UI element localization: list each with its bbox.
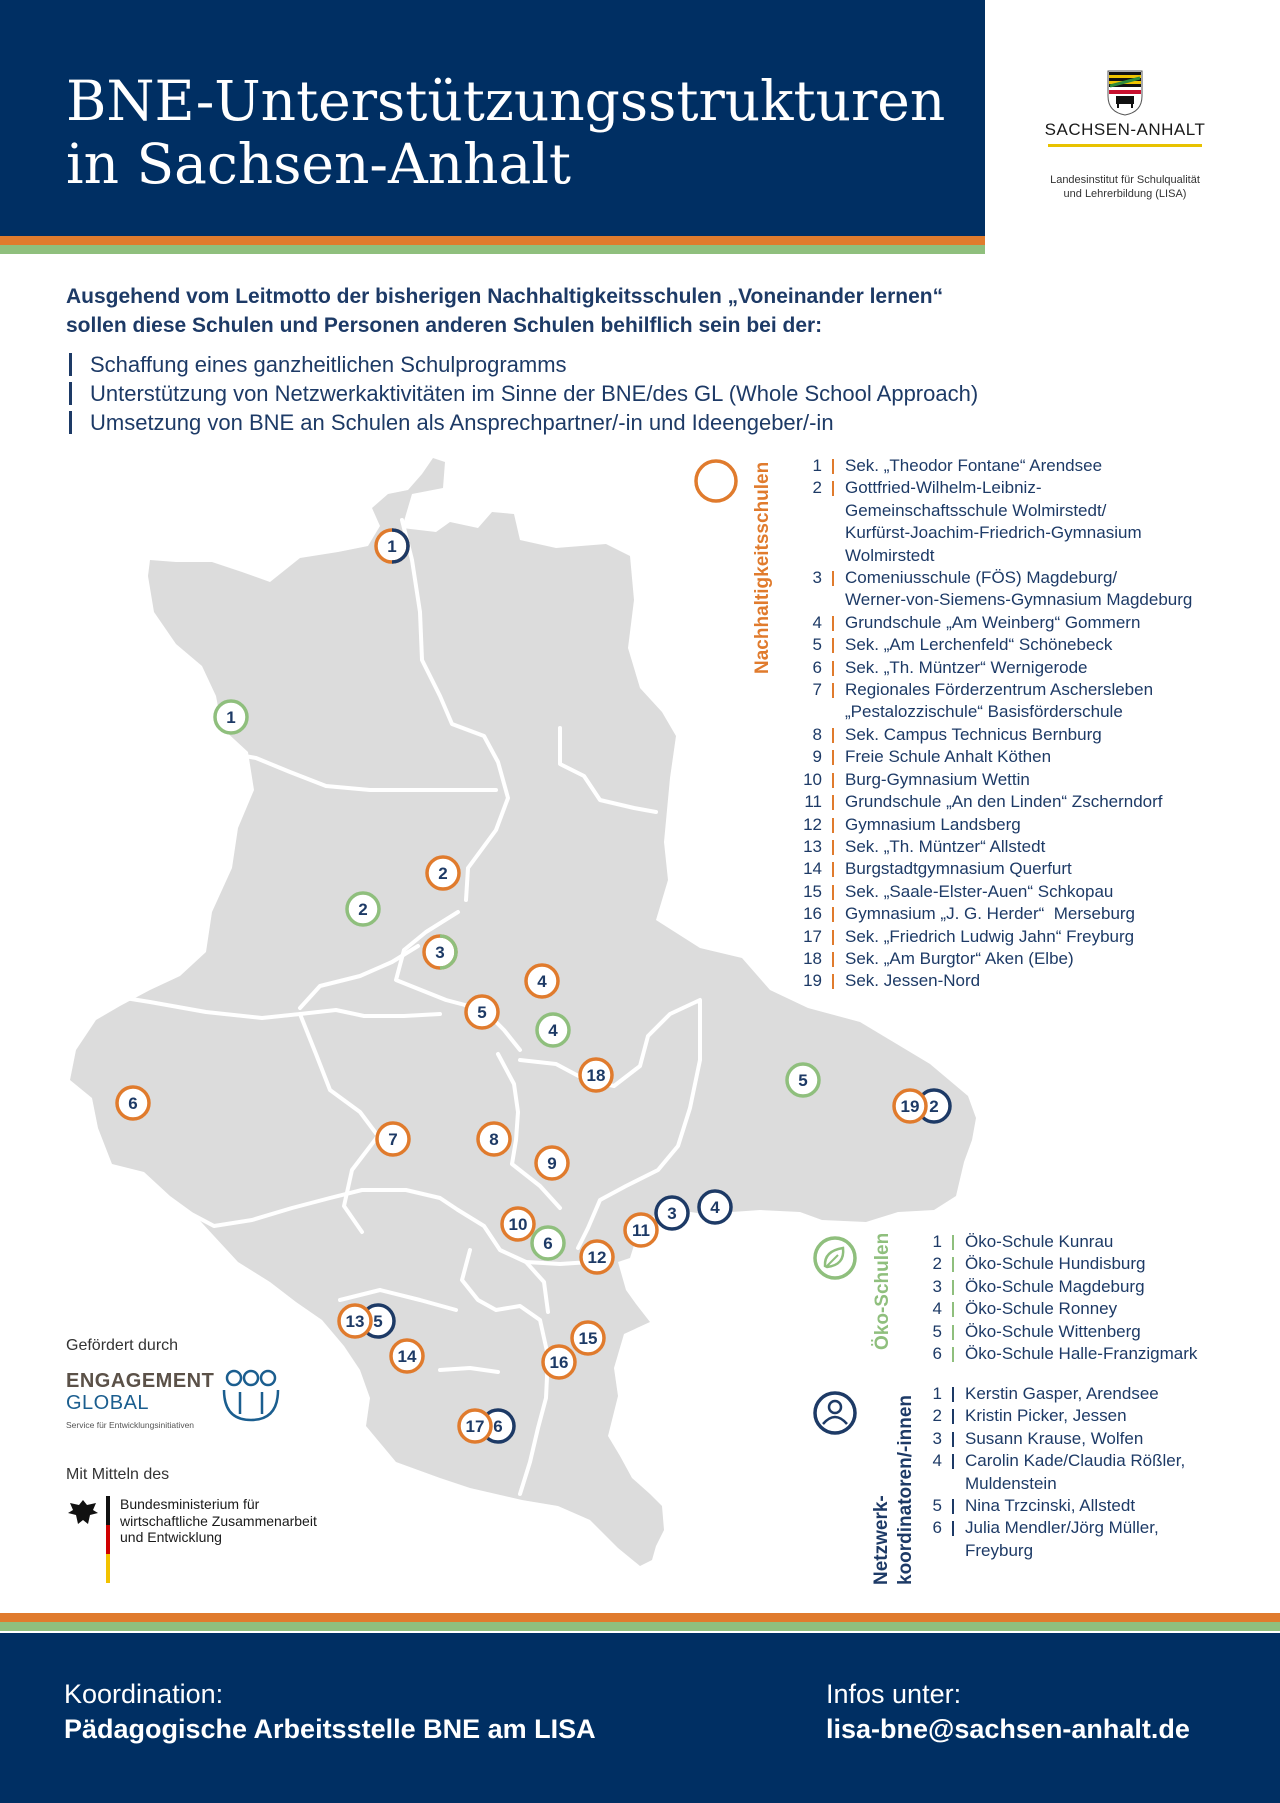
institute-line2: und Lehrerbildung (LISA) (1063, 188, 1187, 200)
logo-underline (1048, 144, 1202, 147)
legend-item: 3 Öko-Schule Magdeburg (932, 1276, 1145, 1296)
orange-marker-17[interactable] (459, 1410, 491, 1442)
orange-marker-15[interactable] (572, 1322, 604, 1354)
bmz-name (120, 1496, 317, 1546)
marker-label: 19 (900, 1097, 920, 1116)
marker-label: 4 (710, 1198, 720, 1217)
marker-label: 8 (489, 1130, 499, 1149)
orange-marker-5[interactable] (466, 996, 498, 1028)
header-stripe-green (0, 245, 985, 254)
legend-item: 4 Carolin Kade/Claudia Rößler, Muldenstein (932, 1451, 1186, 1493)
legend-item: 9 Freie Schule Anhalt Köthen (812, 747, 1052, 767)
coordination-value: Pädagogische Arbeitsstelle BNE am LISA (64, 1714, 596, 1744)
marker-label: 4 (548, 1021, 558, 1040)
legend-item: 16 Gymnasium „J. G. Herder“ Merseburg (803, 904, 1136, 924)
person-icon (812, 1390, 858, 1436)
legend-item: 14 Burgstadtgymnasium Querfurt (803, 859, 1072, 879)
info-label: Infos unter: (826, 1679, 962, 1709)
legend-item: 17 Sek. „Friedrich Ludwig Jahn“ Freyburg (803, 926, 1135, 946)
green-marker-1[interactable] (215, 701, 247, 733)
legend-title-netzwerk (870, 1395, 918, 1585)
bmz-line1: Bundesministerium für (120, 1496, 260, 1512)
legend-item: 5 Öko-Schule Wittenberg (932, 1321, 1141, 1341)
legend-item: 4 Öko-Schule Ronney (932, 1299, 1118, 1319)
funded-by-label: Gefördert durch (66, 1337, 179, 1354)
marker-label: 16 (549, 1353, 569, 1372)
eg-logo-line1: ENGAGEMENT (66, 1370, 215, 1392)
green-marker-4[interactable] (537, 1014, 569, 1046)
federal-eagle-icon (66, 1496, 100, 1530)
intro-bullet: Umsetzung von BNE an Schulen als Ansprechpartner/-in und Ideengeber/-in (66, 408, 1216, 437)
marker-label: 13 (345, 1312, 365, 1331)
legend-item: 6 Sek. „Th. Müntzer“ Wernigerode (812, 657, 1088, 677)
navy-marker-3[interactable] (656, 1197, 688, 1229)
orange-marker-3[interactable] (424, 936, 456, 968)
marker-label: 3 (667, 1204, 677, 1223)
orange-marker-13[interactable] (339, 1305, 371, 1337)
legend-item: 1 Öko-Schule Kunrau (932, 1232, 1114, 1251)
marker-label: 10 (508, 1215, 528, 1234)
orange-marker-14[interactable] (391, 1340, 423, 1372)
legend-item: 12 Gymnasium Landsberg (803, 814, 1021, 834)
legend-item: 18 Sek. „Am Burgtor“ Aken (Elbe) (803, 948, 1074, 968)
orange-marker-18[interactable] (580, 1059, 612, 1091)
marker-label: 5 (477, 1003, 487, 1022)
page-title-line2: in Sachsen-Anhalt (66, 132, 572, 196)
engagement-global-logo (66, 1370, 306, 1430)
marker-label: 2 (358, 900, 368, 919)
intro-text (66, 282, 1216, 340)
legend-item: 10 Burg-Gymnasium Wettin (803, 769, 1030, 789)
marker-label: 2 (929, 1097, 939, 1116)
marker-label: 5 (373, 1312, 383, 1331)
legend-item: 4 Grundschule „Am Weinberg“ Gommern (812, 612, 1141, 632)
navy-marker-4[interactable] (699, 1191, 731, 1223)
marker-label: 6 (493, 1417, 503, 1436)
marker-label: 11 (632, 1221, 650, 1240)
marker-label: 7 (388, 1130, 398, 1149)
legend-item: 2 Kristin Picker, Jessen (932, 1406, 1127, 1426)
leaf-icon (812, 1235, 858, 1281)
legend-list-netzwerk (928, 1383, 1228, 1562)
marker-label: 6 (128, 1094, 138, 1113)
orange-marker-19[interactable] (894, 1090, 926, 1122)
legend-item: 1 Sek. „Theodor Fontane“ Arendsee (812, 456, 1103, 475)
marker-label: 4 (537, 972, 547, 991)
legend-item: 2 Öko-Schule Hundisburg (932, 1254, 1146, 1274)
marker-label: 12 (587, 1248, 607, 1267)
footer-banner (0, 1633, 1280, 1803)
legend-item: 6 Julia Mendler/Jörg Müller, Freyburg (932, 1518, 1159, 1560)
legend-item: 11 Grundschule „An den Linden“ Zscherndorf (804, 792, 1163, 812)
green-marker-2[interactable] (347, 893, 379, 925)
marker-label: 15 (578, 1329, 598, 1348)
header-stripe-orange (0, 236, 985, 245)
legend-list-oeko (928, 1231, 1228, 1365)
green-marker-6[interactable] (532, 1227, 564, 1259)
legend-title-netzwerk-line1: Netzwerk- (871, 1495, 892, 1585)
marker-label: 1 (387, 537, 397, 556)
legend-title-oeko: Öko-Schulen (872, 1232, 893, 1350)
marker-label: 1 (226, 708, 236, 727)
orange-marker-12[interactable] (581, 1241, 613, 1273)
marker-label: 6 (543, 1234, 553, 1253)
marker-label: 5 (798, 1071, 808, 1090)
intro-line1: Ausgehend vom Leitmotto der bisherigen Nachhaltigkeitsschulen „Voneinander lernen“ (66, 285, 944, 308)
legend-item: 5 Sek. „Am Lerchenfeld“ Schönebeck (812, 635, 1113, 655)
footer-stripe-orange (0, 1613, 1280, 1622)
intro-bullet: Schaffung eines ganzheitlichen Schulprogramms (66, 350, 1216, 379)
marker-label: 2 (438, 864, 448, 883)
institute-name (1030, 173, 1220, 201)
legend-item: 7 Regionales Förderzentrum Aschersleben „Pestalozzischule“ Basisförderschule (812, 680, 1154, 722)
legend-item: 6 Öko-Schule Halle-Franzigmark (932, 1344, 1198, 1364)
orange-ring-icon (693, 458, 739, 504)
orange-marker-9[interactable] (536, 1147, 568, 1179)
orange-marker-2[interactable] (427, 857, 459, 889)
bmz-line2: wirtschaftliche Zusammenarbeit (120, 1512, 317, 1529)
intro-bullets (66, 350, 1216, 437)
bmz-line3: und Entwicklung (120, 1529, 222, 1545)
legend-list-nachhaltigkeit (803, 455, 1248, 993)
intro-line2: sollen diese Schulen und Personen anderen Schulen behilflich sein bei der: (66, 314, 823, 337)
header-banner (0, 0, 985, 236)
legend-item: 3 Susann Krause, Wolfen (932, 1428, 1144, 1448)
eg-logo-line2: GLOBAL (66, 1392, 150, 1414)
coordination-label: Koordination: (64, 1679, 224, 1709)
eg-logo-line3: Service für Entwicklungsinitiativen (66, 1420, 195, 1430)
footer-info (826, 1677, 1190, 1747)
footer-stripe-green (0, 1622, 1280, 1631)
logo-name: SACHSEN-ANHALT (1044, 120, 1206, 139)
orange-marker-11[interactable] (625, 1214, 657, 1246)
legend-item: 8 Sek. Campus Technicus Bernburg (812, 724, 1102, 744)
marker-label: 9 (547, 1154, 557, 1173)
orange-marker-16[interactable] (543, 1346, 575, 1378)
page-title-line1: BNE-Unterstützungsstrukturen (66, 69, 946, 133)
flag-stripe-black (106, 1496, 110, 1525)
legend-item: 13 Sek. „Th. Müntzer“ Allstedt (803, 836, 1046, 856)
legend-title-nachhaltigkeit: Nachhaltigkeitsschulen (752, 461, 773, 674)
legend-item: 1 Kerstin Gasper, Arendsee (932, 1384, 1159, 1403)
marker-label: 14 (397, 1347, 417, 1366)
contact-email-link[interactable]: lisa-bne@sachsen-anhalt.de (826, 1714, 1190, 1744)
marker-label: 17 (465, 1417, 485, 1436)
orange-marker-4[interactable] (526, 965, 558, 997)
intro-bullet: Unterstützung von Netzwerkaktivitäten im Sinne der BNE/des GL (Whole School Approach) (66, 379, 1216, 408)
orange-marker-7[interactable] (377, 1123, 409, 1155)
orange-marker-1[interactable] (376, 530, 408, 562)
means-of-label: Mit Mitteln des (66, 1466, 170, 1483)
legend-item: 3 Comeniusschule (FÖS) Magdeburg/ Werner-von-Siemens-Gymnasium Magdeburg (812, 568, 1193, 610)
flag-stripe-gold (106, 1554, 110, 1583)
footer-coordination (64, 1677, 596, 1747)
flag-stripe-red (106, 1525, 110, 1554)
coat-of-arms-icon (1107, 70, 1143, 116)
legend-item: 15 Sek. „Saale-Elster-Auen“ Schkopau (803, 881, 1114, 901)
legend-item: 19 Sek. Jessen-Nord (803, 971, 981, 991)
page-title (66, 70, 966, 196)
legend-item: 2 Gottfried-Wilhelm-Leibniz- Gemeinschaftsschule Wolmirstedt/ Kurfürst-Joachim-Friedrich-Gymnasium Wolmirstedt (812, 478, 1142, 565)
marker-label: 18 (586, 1066, 606, 1085)
legend-item: 5 Nina Trzcinski, Allstedt (932, 1496, 1136, 1516)
green-marker-5[interactable] (787, 1064, 819, 1096)
orange-marker-8[interactable] (478, 1123, 510, 1155)
legend-title-netzwerk-line2: koordinatoren/-innen (895, 1395, 916, 1585)
institute-line1: Landesinstitut für Schulqualität (1050, 174, 1200, 186)
people-group-icon (218, 1368, 284, 1424)
orange-marker-10[interactable] (502, 1208, 534, 1240)
orange-marker-6[interactable] (117, 1087, 149, 1119)
bmz-logo (66, 1496, 326, 1586)
sachsen-anhalt-logo (1030, 70, 1220, 210)
marker-label: 3 (435, 943, 445, 962)
